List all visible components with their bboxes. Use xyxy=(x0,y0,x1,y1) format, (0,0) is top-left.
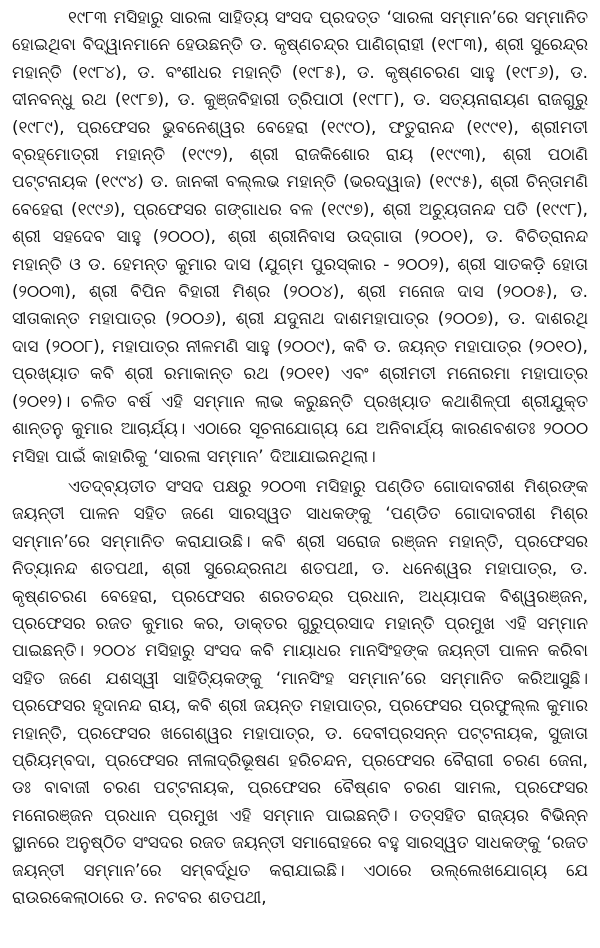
paragraph-other-awards: ଏତଦ୍‌ବ୍ୟତୀତ ସଂସଦ ପକ୍ଷରୁ ୨୦୦୩ ମସିହାରୁ ପଣ୍ଡିତ ଗୋଦାବରୀଶ ମିଶ୍ରଙ୍କ ଜୟନ୍ତୀ ପାଳନ ସହିତ ଜଣେ ସାରସ୍ୱତ ସାଧକଙ୍କୁ ‘ପଣ୍ଡିତ ଗୋଦାବରୀଶ ମିଶ୍ର ସମ୍ମାନ’ରେ ସମ୍ମାନିତ କରାଯାଉଛି। କବି ଶ୍ରୀ ସରୋଜ ରଞ୍ଜନ ମହାନ୍ତି, ପ୍ରଫେସର ନିତ୍ୟାନନ୍ଦ ଶତପଥୀ, ଶ୍ରୀ ସୁରେନ୍ଦ୍ରନାଥ ଶତପଥୀ, ଡ. ଧନେଶ୍ୱର ମହାପାତ୍ର, ଡ. କୃଷ୍ଣଚରଣ ବେହେରା, ପ୍ରଫେସର ଶରତଚନ୍ଦ୍ର ପ୍ରଧାନ, ଅଧ୍ୟାପକ ବିଶ୍ୱରଞ୍ଜନ, ପ୍ରଫେସର ରଜତ କୁମାର କର, ଡାକ୍ତର ଗୁରୁପ୍ରସାଦ ମହାନ୍ତି ପ୍ରମୁଖ ଏହି ସମ୍ମାନ ପାଇଛନ୍ତି। ୨୦୦୪ ମସିହାରୁ ସଂସଦ କବି ମାୟାଧର ମାନସିଂହଙ୍କ ଜୟନ୍ତୀ ପାଳନ କରିବା ସହିତ ଜଣେ ଯଶସ୍ୱୀ ସାହିତ୍ୟିକଙ୍କୁ ‘ମାନସିଂହ ସମ୍ମାନ’ରେ ସମ୍ମାନିତ କରିଆସୁଛି। ପ୍ରଫେସର ହୃଦାନନ୍ଦ ରାୟ, କବି ଶ୍ରୀ ଜୟନ୍ତ ମହାପାତ୍ର, ପ୍ରଫେସର ପ୍ରଫୁଲ୍ଲ କୁମାର ମହାନ୍ତି, ପ୍ରଫେସର ଖଗେଶ୍ୱର ମହାପାତ୍ର, ଡ. ଦେବୀପ୍ରସନ୍ନ ପଟ୍ଟନାୟକ, ସୁଜାତା ପ୍ରିୟମ୍ବଦା, ପ୍ରଫେସର ନୀଳାଦ୍ରିଭୂଷଣ ହରିଚନ୍ଦନ, ପ୍ରଫେସର ବୈରାଗୀ ଚରଣ ଜେନା, ଡଃ ବାବାଜୀ ଚରଣ ପଟ୍ଟନାୟକ, ପ୍ରଫେସର ବୈଷ୍ଣବ ଚରଣ ସାମଲ, ପ୍ରଫେସର ମନୋରଞ୍ଜନ ପ୍ରଧାନ ପ୍ରମୁଖ ଏହି ସମ୍ମାନ ପାଇଛନ୍ତି। ତତ୍‌ସହିତ ରାଜ୍ୟର ବିଭିନ୍ନ ସ୍ଥାନରେ ଅନୁଷ୍ଠିତ ସଂସଦର ରଜତ ଜୟନ୍ତୀ ସମାରୋହରେ ବହୁ ସାରସ୍ୱତ ସାଧକଙ୍କୁ ‘ରଜତ ଜୟନ୍ତୀ ସମ୍ମାନ’ରେ ସମ୍ବର୍ଦ୍ଧିତ କରାଯାଇଛି। ଏଠାରେ ଉଲ୍ଲେଖଯୋଗ୍ୟ ଯେ ରାଉରକେଲାଠାରେ ଡ. ନଟବର ଶତପଥୀ, xyxy=(12,475,588,907)
paragraph-sarala-samman: ୧୯୮୩ ମସିହାରୁ ସାରଳା ସାହିତ୍ୟ ସଂସଦ ପ୍ରଦତ୍ତ ‘ସାରଳା ସମ୍ମାନ’ରେ ସମ୍ମାନିତ ହୋଇଥିବା ବିଦ୍ୱାନମାନେ ହେଉଛନ୍ତି ଡ. କୃଷ୍ଣଚନ୍ଦ୍ର ପାଣିଗ୍ରାହୀ (୧୯୮୩), ଶ୍ରୀ ସୁରେନ୍ଦ୍ର ମହାନ୍ତି (୧୯୮୪), ଡ. ବଂଶୀଧର ମହାନ୍ତି (୧୯୮୫), ଡ. କୃଷ୍ଣଚରଣ ସାହୁ (୧୯୮୬), ଡ. ଦୀନବନ୍ଧୁ ରଥ (୧୯୮୭), ଡ. କୁଞ୍ଜବିହାରୀ ତ୍ରିପାଠୀ (୧୯୮୮), ଡ. ସତ୍ୟନାରାୟଣ ରାଜଗୁରୁ (୧୯୮୯), ପ୍ରଫେସର ଭୁବନେଶ୍ୱର ବେହେରା (୧୯୯୦), ଫତୁରାନନ୍ଦ (୧୯୯୧), ଶ୍ରୀମତୀ ବ୍ରହ୍ମୋତ୍ରୀ ମହାନ୍ତି (୧୯୯୨), ଶ୍ରୀ ରାଜକିଶୋର ରାୟ (୧୯୯୩), ଶ୍ରୀ ପଠାଣି ପଟ୍ଟନାୟକ (୧୯୯୪) ଡ. ଜାନକୀ ବଲ୍ଲଭ ମହାନ୍ତି (ଭରଦ୍ୱାଜ) (୧୯୯୫), ଶ୍ରୀ ଚିନ୍ତାମଣି ବେହେରା (୧୯୯୬), ପ୍ରଫେସର ଗଙ୍ଗାଧର ବଳ (୧୯୯୭), ଶ୍ରୀ ଅଚ୍ୟୁତାନନ୍ଦ ପତି (୧୯୯୮), ଶ୍ରୀ ସହଦେବ ସାହୁ (୨୦୦୦), ଶ୍ରୀ ଶ୍ରୀନିବାସ ଉଦ୍‌ଗାତା (୨୦୦୧), ଡ. ବିଚିତ୍ରାନନ୍ଦ ମହାନ୍ତି ଓ ଡ. ହେମନ୍ତ କୁମାର ଦାସ (ଯୁଗ୍ମ ପୁରସ୍କାର - ୨୦୦୨), ଶ୍ରୀ ସାତକଡ଼ି ହୋତା (୨୦୦୩), ଶ୍ରୀ ବିପିନ ବିହାରୀ ମିଶ୍ର (୨୦୦୪), ଶ୍ରୀ ମନୋଜ ଦାସ (୨୦୦୫), ଡ. ସୀତାକାନ୍ତ ମହାପାତ୍ର (୨୦୦୬), ଶ୍ରୀ ଯଦୁନାଥ ଦାଶମହାପାତ୍ର (୨୦୦୭), ଡ. ଦାଶରଥି ଦାସ (୨୦୦୮), ମହାପାତ୍ର ନୀଳମଣି ସାହୁ (୨୦୦୯), କବି ଡ. ଜୟନ୍ତ ମହାପାତ୍ର (୨୦୧୦), ପ୍ରଖ୍ୟାତ କବି ଶ୍ରୀ ରମାକାନ୍ତ ରଥ (୨୦୧୧) ଏବଂ ଶ୍ରୀମତୀ ମନୋରମା ମହାପାତ୍ର (୨୦୧୨)। ଚଳିତ ବର୍ଷ ଏହି ସମ୍ମାନ ଲାଭ କରୁଛନ୍ତି ପ୍ରଖ୍ୟାତ କଥାଶିଳ୍ପୀ ଶ୍ରୀଯୁକ୍ତ ଶାନ୍ତନୁ କୁମାର ଆଚାର୍ଯ୍ୟ। ଏଠାରେ ସୂଚନାଯୋଗ୍ୟ ଯେ ଅନିବାର୍ଯ୍ୟ କାରଣବଶତଃ ୨୦୦୦ ମସିହା ପାଇଁ କାହାରିକୁ ‘ସାରଳା ସମ୍ମାନ’ ଦିଆଯାଇନଥିଲା। xyxy=(12,7,588,466)
